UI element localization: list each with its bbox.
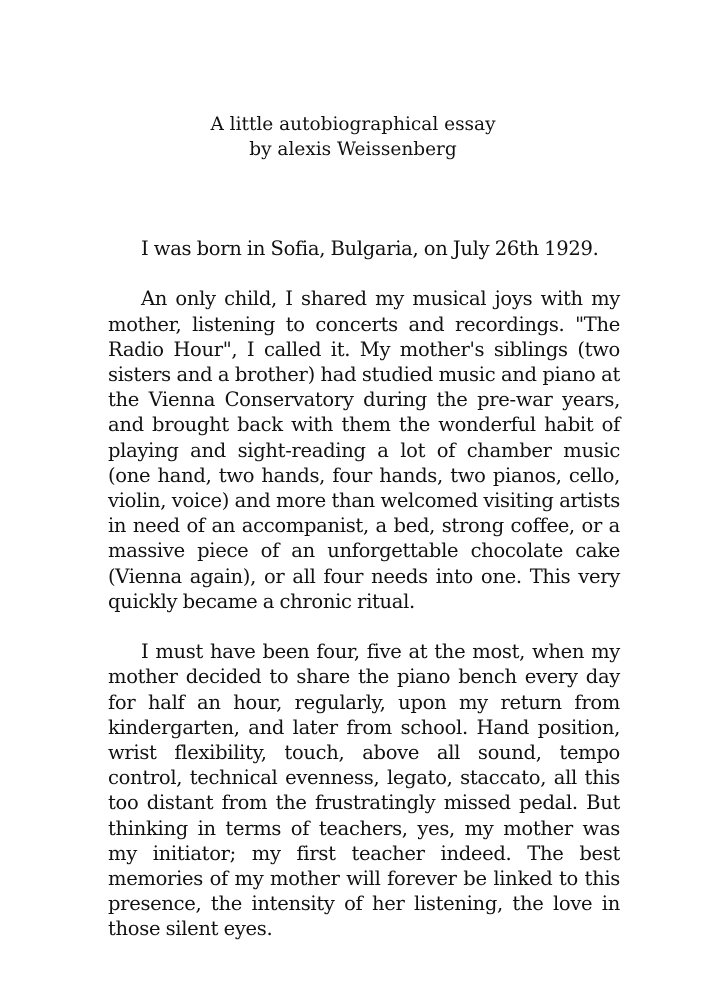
- essay-body: [108, 236, 620, 967]
- paragraph-1: I was born in Sofia, Bulgaria, on July 26th 1929.: [141, 237, 599, 260]
- title-block: [0, 112, 706, 162]
- paragraph-2: An only child, I shared my musical joys with my mother, listening to concerts and recordings. "The Radio Hour", I called it. My mother's siblings (two sisters and a brother) had studied music and piano at the Vienna Conservatory during the pre-war years, and brought back with them the wonderful habit of playing and sight-reading a lot of chamber music (one hand, two hands, four hands, two pianos, cello, violin, voice) and more than welcomed visiting artists in need of an accompanist, a bed, strong coffee, or a massive piece of an unforgettable chocolate cake (Vienna again), or all four needs into one. This very quickly became a chronic ritual.: [108, 287, 620, 613]
- essay-title: A little autobiographical essay: [210, 114, 496, 135]
- paragraph-3: I must have been four, five at the most, when my mother decided to share the piano bench every day for half an hour, regularly, upon my return from kindergarten, and later from school. Hand position, wrist flexibility, touch, above all sound, tempo control, technical evenness, legato, staccato, all this too distant from the frustratingly missed pedal. But thinking in terms of teachers, yes, my mother was my initiator; my first teacher indeed. The best memories of my mother will forever be linked to this presence, the intensity of her listening, the love in those silent eyes.: [108, 640, 620, 941]
- essay-byline: by alexis Weissenberg: [249, 139, 457, 160]
